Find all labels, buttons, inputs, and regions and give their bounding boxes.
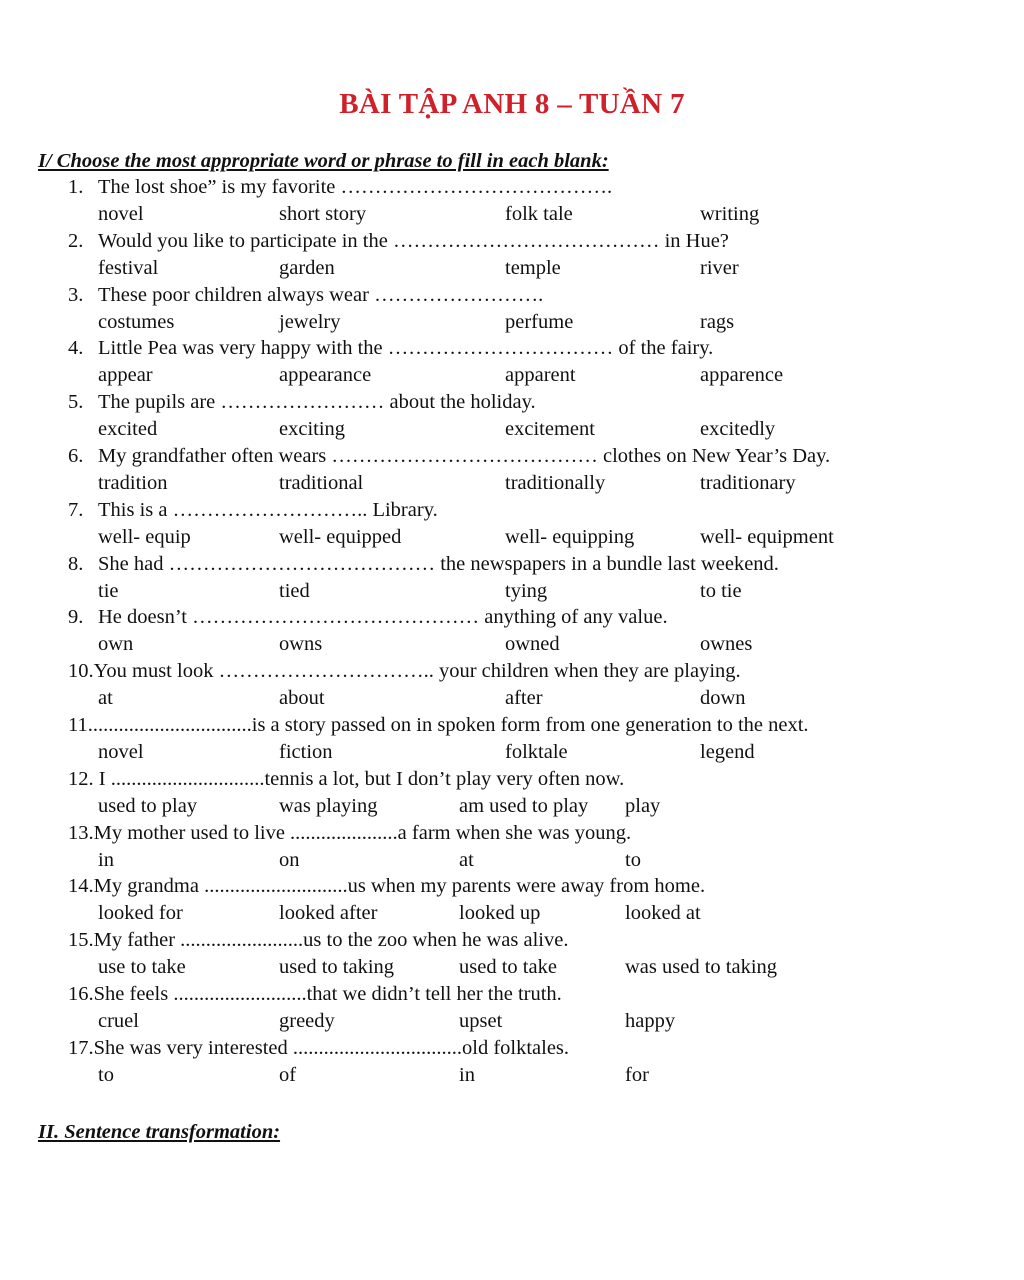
answer-option: excitedly	[700, 418, 776, 441]
answer-option: tying	[505, 579, 548, 602]
question-item	[0, 929, 1024, 983]
answer-option: tie	[98, 579, 119, 602]
answer-option: perfume	[505, 310, 574, 333]
question-item	[0, 499, 1024, 553]
question-text: I ..............................tennis a lot, but I don’t play very often now.	[93, 767, 625, 790]
answer-options	[0, 526, 1024, 553]
answer-option: owns	[279, 633, 323, 656]
question-line	[68, 391, 536, 418]
question-line	[68, 1037, 569, 1064]
question-line	[68, 284, 543, 311]
answer-option: about	[279, 687, 325, 710]
question-text: She had ………………………………… the newspapers in a bundle last weekend.	[98, 552, 779, 575]
answer-option: tradition	[98, 472, 168, 494]
question-line	[68, 660, 741, 687]
question-number: 1.	[68, 176, 84, 198]
answer-option: excitement	[505, 418, 595, 441]
question-item	[0, 660, 1024, 714]
answer-option: apparent	[505, 364, 576, 387]
question-number: 14.	[68, 875, 94, 898]
answer-option: traditional	[279, 472, 364, 494]
question-line	[68, 606, 668, 633]
answer-option: looked for	[98, 902, 183, 925]
answer-option: was playing	[279, 794, 378, 817]
question-line	[68, 822, 631, 849]
answer-option: in	[459, 1063, 475, 1086]
answer-option: novel	[98, 741, 144, 763]
answer-option: to	[625, 848, 641, 871]
question-text: ...............................is a story passed on in spoken form from one generation to the next.	[92, 714, 809, 736]
answer-option: costumes	[98, 310, 175, 333]
answer-option: to	[98, 1063, 114, 1086]
question-text: The pupils are …………………… about the holiday.	[98, 391, 536, 414]
answer-option: ownes	[700, 633, 753, 656]
answer-option: festival	[98, 256, 159, 279]
question-line	[68, 230, 729, 257]
answer-options	[0, 203, 1024, 230]
question-number: 11.	[68, 714, 93, 736]
question-text: He doesn’t …………………………………… anything of any value.	[98, 606, 668, 629]
answer-option: for	[625, 1063, 649, 1086]
answer-option: cruel	[98, 1010, 139, 1032]
answer-option: am used to play	[459, 794, 589, 817]
answer-option: looked at	[625, 902, 701, 925]
answer-option: short story	[279, 203, 367, 225]
question-item	[0, 337, 1024, 391]
answer-option: rags	[700, 310, 735, 333]
question-text: My father ........................us to the zoo when he was alive.	[93, 929, 569, 952]
question-line	[68, 714, 809, 741]
answer-option: upset	[459, 1010, 503, 1032]
answer-options	[0, 257, 1024, 284]
answer-option: garden	[279, 256, 335, 279]
answer-option: folk tale	[505, 203, 573, 225]
answer-options	[0, 580, 1024, 607]
answer-option: greedy	[279, 1010, 335, 1032]
answer-option: jewelry	[279, 310, 341, 333]
answer-options	[0, 311, 1024, 338]
question-line	[68, 768, 624, 795]
question-line	[68, 176, 612, 203]
answer-option: excited	[98, 418, 158, 441]
answer-options	[0, 472, 1024, 499]
answer-option: well- equipment	[700, 525, 834, 548]
question-item	[0, 983, 1024, 1037]
section-1-heading: I/ Choose the most appropriate word or phrase to fill in each blank:	[38, 150, 609, 172]
answer-option: happy	[625, 1010, 676, 1032]
answer-options	[0, 1010, 1024, 1037]
answer-options	[0, 849, 1024, 876]
answer-option: temple	[505, 256, 561, 279]
answer-option: to tie	[700, 579, 742, 602]
question-text: This is a ……………………….. Library.	[98, 498, 438, 521]
answer-option: play	[625, 794, 661, 817]
answer-option: owned	[505, 633, 560, 656]
answer-option: folktale	[505, 741, 568, 763]
answer-option: was used to taking	[625, 956, 778, 979]
answer-option: fiction	[279, 741, 333, 763]
question-item	[0, 822, 1024, 876]
question-line	[68, 337, 713, 364]
question-text: My mother used to live .....................a farm when she was young.	[93, 821, 632, 844]
answer-option: novel	[98, 203, 144, 225]
question-item	[0, 553, 1024, 607]
question-line	[68, 983, 562, 1010]
answer-option: looked up	[459, 902, 541, 925]
answer-options	[0, 687, 1024, 714]
question-number: 9.	[68, 606, 84, 629]
question-text: Little Pea was very happy with the …………………………… of the fairy.	[98, 337, 714, 360]
answer-option: used to take	[459, 956, 557, 979]
question-item	[0, 391, 1024, 445]
answer-option: down	[700, 687, 746, 710]
answer-option: well- equipping	[505, 525, 635, 548]
question-line	[68, 553, 779, 580]
answer-option: traditionary	[700, 472, 796, 494]
answer-options	[0, 1064, 1024, 1091]
question-number: 13.	[68, 821, 94, 844]
question-text: You must look ………………………….. your children when they are playing.	[93, 660, 741, 683]
answer-option: on	[279, 848, 300, 871]
answer-option: at	[459, 848, 474, 871]
answer-option: of	[279, 1063, 297, 1086]
question-number: 5.	[68, 391, 84, 414]
answer-option: in	[98, 848, 114, 871]
answer-option: river	[700, 256, 739, 279]
answer-option: legend	[700, 741, 755, 763]
question-item	[0, 875, 1024, 929]
question-number: 15.	[68, 929, 94, 952]
answer-options	[0, 902, 1024, 929]
question-number: 6.	[68, 445, 84, 467]
question-item	[0, 1037, 1024, 1091]
question-line	[68, 499, 438, 526]
answer-option: own	[98, 633, 134, 656]
answer-option: well- equip	[98, 525, 191, 548]
question-number: 10.	[68, 660, 94, 683]
question-number: 12.	[68, 767, 94, 790]
question-number: 16.	[68, 983, 94, 1005]
question-item	[0, 284, 1024, 338]
question-item	[0, 714, 1024, 768]
question-item	[0, 176, 1024, 230]
answer-option: appearance	[279, 364, 372, 387]
question-item	[0, 606, 1024, 660]
answer-option: used to play	[98, 794, 198, 817]
question-text: My grandma ............................us when my parents were away from home.	[93, 875, 706, 898]
question-line	[68, 445, 830, 472]
question-item	[0, 768, 1024, 822]
answer-option: appear	[98, 364, 153, 387]
question-number: 4.	[68, 337, 84, 360]
answer-options	[0, 418, 1024, 445]
question-line	[68, 875, 705, 902]
answer-option: writing	[700, 203, 760, 225]
page-title: BÀI TẬP ANH 8 – TUẦN 7	[339, 88, 685, 120]
question-text: She feels ..........................that we didn’t tell her the truth.	[93, 983, 562, 1005]
answer-options	[0, 795, 1024, 822]
answer-options	[0, 741, 1024, 768]
question-line	[68, 929, 568, 956]
answer-option: tied	[279, 579, 310, 602]
question-item	[0, 445, 1024, 499]
answer-option: after	[505, 687, 543, 710]
answer-option: exciting	[279, 418, 346, 441]
answer-option: at	[98, 687, 113, 710]
answer-option: apparence	[700, 364, 784, 387]
question-number: 7.	[68, 498, 84, 521]
question-number: 2.	[68, 229, 84, 252]
question-item	[0, 230, 1024, 284]
question-text: My grandfather often wears ………………………………… clothes on New Year’s Day.	[98, 445, 831, 467]
section-2-heading: II. Sentence transformation:	[38, 1121, 281, 1143]
question-text: Would you like to participate in the ………………………………… in Hue?	[98, 229, 729, 252]
question-text: She was very interested .................................old folktales.	[93, 1036, 570, 1059]
answer-option: use to take	[98, 956, 186, 979]
answer-option: traditionally	[505, 472, 606, 494]
answer-option: looked after	[279, 902, 378, 925]
question-text: The lost shoe” is my favorite ………………………………….	[98, 176, 613, 198]
answer-option: used to taking	[279, 956, 395, 979]
question-text: These poor children always wear …………………….	[98, 283, 544, 306]
question-number: 3.	[68, 283, 84, 306]
answer-option: well- equipped	[279, 525, 402, 548]
answer-options	[0, 956, 1024, 983]
question-number: 8.	[68, 552, 84, 575]
answer-options	[0, 364, 1024, 391]
question-number: 17.	[68, 1036, 94, 1059]
answer-options	[0, 633, 1024, 660]
